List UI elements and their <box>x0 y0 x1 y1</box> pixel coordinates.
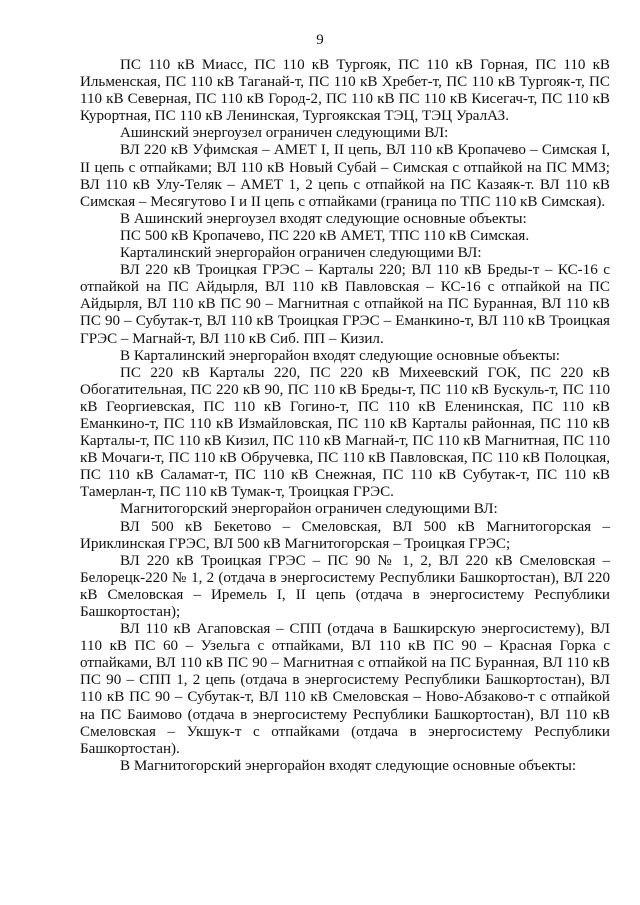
document-body <box>80 57 610 775</box>
paragraph-asha-lines: ВЛ 220 кВ Уфимская – АМЕТ I, II цепь, ВЛ 110 кВ Кропачево – Симская I, II цепь с отпайками; ВЛ 110 кВ Новый Субай – Симская с отпайкой на ПС ММЗ; ВЛ 110 кВ Улу-Теляк – АМЕТ 1, 2 цепь с отпайкой на ПС Казаяк-т. ВЛ 110 кВ Симская – Месягутово I и II цепь с отпайками (граница по ТПС 110 кВ Симская). <box>80 142 610 210</box>
paragraph-magnitogorsk-objects-heading: В Магнитогорский энергорайон входят следующие основные объекты: <box>120 757 577 774</box>
paragraph-kartaly-lines: ВЛ 220 кВ Троицкая ГРЭС – Карталы 220; ВЛ 110 кВ Бреды-т – КС-16 с отпайкой на ПС Айдырля, ВЛ 110 кВ Павловская – КС-16 с отпайкой на ПС Айдырля, ВЛ 110 кВ ПС 90 – Магнитная с отпайкой на ПС Буранная, ВЛ 110 кВ ПС 90 – Субутак-т, ВЛ 110 кВ Троицкая ГРЭС – Еманкино-т, ВЛ 110 кВ Троицкая ГРЭС – Магнай-т, ВЛ 110 кВ Сиб. ПП – Кизил. <box>80 262 610 347</box>
paragraph-magnitogorsk-110kv-lines: ВЛ 110 кВ Агаповская – СПП (отдача в Башкирскую энергосистему), ВЛ 110 кВ ПС 60 – Узельга с отпайками, ВЛ 110 кВ ПС 90 – Красная Горка с отпайками, ВЛ 110 кВ ПС 90 – Магнитная с отпайкой на ПС Буранная, ВЛ 110 кВ ПС 90 – СПП 1, 2 цепь (отдача в энергосистему Республики Башкортостан), ВЛ 110 кВ ПС 90 – Субутак-т, ВЛ 110 кВ Смеловская – Ново-Абзаково-т с отпайкой на ПС Баимово (отдача в энергосистему Республики Башкортостан), ВЛ 110 кВ Смеловская – Укшук-т с отпайками (отдача в энергосистему Республики Башкортостан). <box>80 621 610 757</box>
paragraph-asha-objects: ПС 500 кВ Кропачево, ПС 220 кВ АМЕТ, ТПС 110 кВ Симская. <box>120 227 530 244</box>
paragraph-magnitogorsk-500kv-lines: ВЛ 500 кВ Бекетово – Смеловская, ВЛ 500 кВ Магнитогорская – Ириклинская ГРЭС, ВЛ 500 кВ Магнитогорская – Троицкая ГРЭС; <box>80 518 610 552</box>
paragraph-magnitogorsk-220kv-lines: ВЛ 220 кВ Троицкая ГРЭС – ПС 90 № 1, 2, ВЛ 220 кВ Смеловская – Белорецк-220 № 1, 2 (отдача в энергосистему Республики Башкортостан), ВЛ 220 кВ Смеловская – Иремель I, II цепь (отдача в энергосистему Республики Башкортостан); <box>80 552 610 620</box>
paragraph-kartaly-objects-heading: В Карталинский энергорайон входят следующие основные объекты: <box>120 347 560 364</box>
paragraph-asha-objects-heading: В Ашинский энергоузел входят следующие основные объекты: <box>120 210 527 227</box>
page-number: 9 <box>316 32 324 48</box>
paragraph-magnitogorsk-heading: Магнитогорский энергорайон ограничен следующими ВЛ: <box>120 501 498 518</box>
paragraph-miass-substations: ПС 110 кВ Миасс, ПС 110 кВ Тургояк, ПС 110 кВ Горная, ПС 110 кВ Ильменская, ПС 110 кВ Таганай-т, ПС 110 кВ Хребет-т, ПС 110 кВ Тургояк-т, ПС 110 кВ Северная, ПС 110 кВ Город-2, ПС 110 кВ ПС 110 кВ Кисегач-т, ПС 110 кВ Курортная, ПС 110 кВ Ленинская, Тургоякская ТЭЦ, ТЭЦ УралАЗ. <box>80 57 610 125</box>
paragraph-kartaly-heading: Карталинский энергорайон ограничен следующими ВЛ: <box>120 245 482 262</box>
paragraph-kartaly-objects: ПС 220 кВ Карталы 220, ПС 220 кВ Михеевский ГОК, ПС 220 кВ Обогатительная, ПС 220 кВ 90, ПС 110 кВ Бреды-т, ПС 110 кВ Бускуль-т, ПС 110 кВ Георгиевская, ПС 110 кВ Гогино-т, ПС 110 кВ Еленинская, ПС 110 кВ Еманкино-т, ПС 110 кВ Измайловская, ПС 110 кВ Карталы районная, ПС 110 кВ Карталы-т, ПС 110 кВ Кизил, ПС 110 кВ Магнай-т, ПС 110 кВ Магнитная, ПС 110 кВ Мочаги-т, ПС 110 кВ Обручевка, ПС 110 кВ Павловская, ПС 110 кВ Полоцкая, ПС 110 кВ Саламат-т, ПС 110 кВ Снежная, ПС 110 кВ Субутак-т, ПС 110 кВ Тамерлан-т, ПС 110 кВ Тумак-т, Троицкая ГРЭС. <box>80 364 610 501</box>
paragraph-asha-heading: Ашинский энергоузел ограничен следующими ВЛ: <box>120 125 449 142</box>
